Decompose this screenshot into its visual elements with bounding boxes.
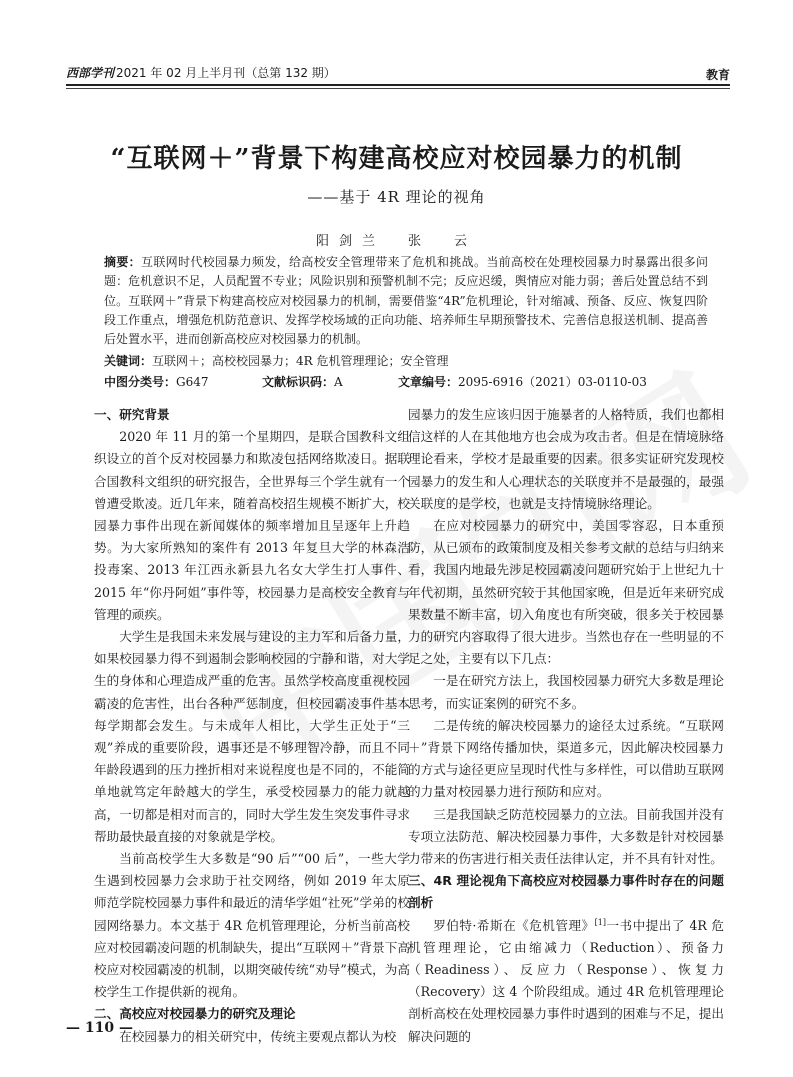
section-heading-3: 三、4R 理论视角下高校应对校园暴力事件时存在的问题剖析 <box>408 873 724 911</box>
paragraph: 一是在研究方法上，我国校园暴力研究大多数是理论思考，而实证案例的研究不多。 <box>408 673 724 711</box>
clc-label: 中图分类号： <box>104 375 177 389</box>
document-code <box>262 373 343 390</box>
issue-info: 2021 年 02 月上半月刊（总第 132 期） <box>116 66 336 80</box>
paragraph: 当前高校学生大多数是“90 后”“00 后”，一些大学生遇到校园暴力会求助于社交网络，例如 2019 年太原师范学院校园暴力事件和最近的清华学姐“社死”学弟的校园网络暴力。本文基于 4R 危机管理理论，分析当前高校应对校园霸凌问题的机制缺失，提出“互联网＋”背景下高校应对校园霸凌的机制，以期突破传统“劝导”模式，为高校学生工作提供新的视角。 <box>94 851 410 1000</box>
journal-logo: 西部学刊 <box>66 66 115 80</box>
article-title: “互联网＋”背景下构建高校应对校园暴力的机制 <box>110 144 683 174</box>
section-heading-2: 二、高校应对校园暴力的研究及理论 <box>94 1006 296 1022</box>
journal-info <box>66 64 336 81</box>
paragraph: 在应对校园暴力的研究中，美国零容忍，日本重预防，从已颁布的政策制度及相关参考文献的总结与归纳来看，我国内地最先涉足校园霸凌问题研究始于上世纪九十年代初期，虽然研究较于其他国家晚，但是近年来研究成果数量不断丰富，切入角度也有所突破，很多关于校园暴力的研究内容取得了很大进步。当然也存在一些明显的不足之处，主要有以下几点： <box>408 518 724 667</box>
clc-number <box>104 373 209 390</box>
running-header <box>66 62 730 84</box>
paragraph-text: 一书中提出了 4R 危机管理理论，它由缩减力（Reduction）、预备力（Readiness）、反应力（Response）、恢复力（Recovery）这 4 个阶段组成。通过 4R 危机管理理论剖析高校在处理校园暴力事件时遇到的困难与不足，提出解决问题的 <box>408 917 724 1044</box>
article-number <box>398 373 647 390</box>
keywords <box>104 352 708 369</box>
paragraph: 三是我国缺乏防范校园暴力的立法。目前我国并没有专项立法防范、解决校园暴力事件，大多数是针对校园暴力带来的伤害进行相关责任法律认定，并不具有针对性。 <box>408 806 724 867</box>
article-number-label: 文章编号： <box>398 375 459 389</box>
paragraph-text: 罗伯特·希斯在《危机管理》 <box>433 917 595 933</box>
paragraph: 二是传统的解决校园暴力的途径太过系统。“互联网＋”背景下网络传播加快，渠道多元，因此解决校园暴力的方式与途径更应呈现时代性与多样性，可以借助互联网的力量对校园暴力进行预防和应对。 <box>408 717 724 800</box>
section-heading-1: 一、研究背景 <box>94 407 170 422</box>
page-number: — 110 — <box>66 1020 133 1036</box>
header-rule-thin <box>66 88 730 89</box>
abstract-text: 互联网时代校园暴力频发，给高校安全管理带来了危机和挑战。当前高校在处理校园暴力时暴露出很多问题：危机意识不足，人员配置不专业；风险识别和预警机制不完；反应迟缓，舆情应对能力弱；善后处置总结不到位。互联网＋”背景下构建高校应对校园暴力的机制，需要借鉴“4R”危机理论，针对缩减、预备、反应、恢复四阶段工作重点，增强危机防范意识、发挥学校场域的正向功能、培养师生早期预警技术、完善信息报送机制、提高善后处置水平，进而创新高校应对校园暴力的机制。 <box>104 255 708 347</box>
citation-ref: [1] <box>594 917 606 927</box>
article-number-value: 2095-6916（2021）03-0110-03 <box>458 375 647 389</box>
doc-label: 文献标识码： <box>262 375 335 389</box>
doc-value: A <box>334 375 343 389</box>
header-rule-thick <box>66 84 730 86</box>
paragraph: 大学生是我国未来发展与建设的主力军和后备力量，如果校园暴力得不到遏制会影响校园的宁静和谐，对大学生的身体和心理造成严重的危害。虽然学校高度重视校园霸凌的危害性，出台各种严惩制度，但校园霸凌事件基本每学期都会发生。与未成年人相比，大学生正处于“三观”养成的重要阶段，遇事还是不够理智冷静，而且不同年龄段遇到的压力挫折相对来说程度也是不同的，不能简单地就笃定年龄越大的学生，承受校园暴力的能力就越高，一切都是相对而言的，同时大学生发生突发事件寻求帮助最快最直接的对象就是学校。 <box>94 629 410 844</box>
paragraph <box>408 915 724 1048</box>
authors: 阳剑兰 张 云 <box>315 234 477 249</box>
clc-value: G647 <box>176 375 209 389</box>
keywords-label: 关键词： <box>104 354 153 368</box>
section-label: 教育 <box>705 68 730 82</box>
article-subtitle: ——基于 4R 理论的视角 <box>307 188 486 206</box>
keywords-text: 互联网＋；高校校园暴力；4R 危机管理理论；安全管理 <box>152 354 449 368</box>
abstract-label: 摘要： <box>104 255 141 269</box>
paragraph: 园暴力的发生应该归因于施暴者的人格特质，我们也都相信这样的人在其他地方也会成为攻击者。但是在情境脉络理论看来，学校才是最重要的因素。很多实证研究发现校园暴力的发生和人心理状态的关联度并不是最强的，最强关联度的是学校，也就是支持情境脉络理论。 <box>408 407 724 511</box>
abstract <box>104 253 708 349</box>
left-column <box>94 404 410 1048</box>
paragraph: 2020 年 11 月的第一个星期四，是联合国教科文组织设立的首个反对校园暴力和欺凌包括网络欺凌日。据联合国教科文组织的研究报告，全世界每三个学生就有一个曾遭受欺凌。近几年来，随着高校招生规模不断扩大，校园暴力事件出现在新闻媒体的频率增加且呈逐年上升趋势。为大家所熟知的案件有 2013 年复旦大学的林森浩投毒案、2013 年江西永新县九名女大学生打人事件、2015 年“你丹阿姐”事件等，校园暴力是高校安全教育与管理的顽疾。 <box>94 429 410 622</box>
paragraph: 在校园暴力的相关研究中，传统主要观点都认为校 <box>119 1028 397 1044</box>
right-column <box>408 404 724 1048</box>
